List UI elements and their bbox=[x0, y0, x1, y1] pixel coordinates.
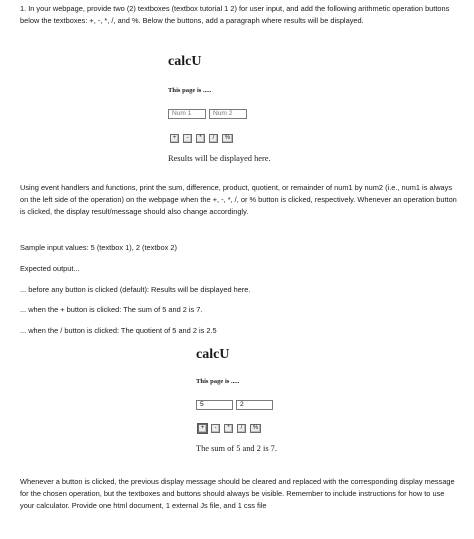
num1-input[interactable]: Num 1 bbox=[168, 109, 206, 119]
expected-output-label: Expected output... bbox=[20, 264, 80, 273]
result-paragraph: Results will be displayed here. bbox=[168, 154, 271, 163]
modulo-button[interactable]: % bbox=[222, 134, 233, 143]
add-button[interactable]: + bbox=[198, 424, 207, 433]
subtract-button[interactable]: - bbox=[211, 424, 220, 433]
add-button[interactable]: + bbox=[170, 134, 179, 143]
instruction-paragraph-1: 1. In your webpage, provide two (2) textboxes (textbox tutorial 1 2) for user input, and add the following arithmetic operation buttons below the textboxes: +, -, *, /, and %. Below the buttons, add a paragraph where results will be displayed. bbox=[20, 4, 450, 26]
instruction-paragraph-3: Whenever a button is clicked, the previous display message should be cleared and replaced with the corresponding display message for the chosen operation, but the textboxes and buttons should always be visible. Remember to include instructions for how to use your calculator. Provide one html document, 1 external Js file, and 1 css file bbox=[20, 477, 455, 511]
divide-button[interactable]: / bbox=[209, 134, 218, 143]
demo-subtitle: This page is ..... bbox=[196, 378, 240, 385]
sample-input-text: Sample input values: 5 (textbox 1), 2 (textbox 2) bbox=[20, 243, 177, 252]
modulo-button[interactable]: % bbox=[250, 424, 261, 433]
multiply-button[interactable]: * bbox=[196, 134, 205, 143]
result-paragraph: The sum of 5 and 2 is 7. bbox=[196, 444, 277, 453]
expected-divide-text: ... when the / button is clicked: The quotient of 5 and 2 is 2.5 bbox=[20, 326, 217, 335]
instruction-paragraph-2: Using event handlers and functions, print the sum, difference, product, quotient, or remainder of num1 by num2 (i.e., num1 is always on the left side of the operation) on the webpage when the +, -, *, /, or % button is clicked, respectively. Whenever an operation button is clicked, the display result/message should also change accordingly. bbox=[20, 183, 457, 217]
expected-default-text: ... before any button is clicked (default): Results will be displayed here. bbox=[20, 285, 251, 294]
demo-title: calcU bbox=[168, 54, 202, 69]
subtract-button[interactable]: - bbox=[183, 134, 192, 143]
multiply-button[interactable]: * bbox=[224, 424, 233, 433]
num2-input[interactable]: Num 2 bbox=[209, 109, 247, 119]
divide-button[interactable]: / bbox=[237, 424, 246, 433]
num2-input[interactable]: 2 bbox=[236, 400, 273, 410]
demo-title: calcU bbox=[196, 347, 230, 362]
expected-plus-text: ... when the + button is clicked: The sum of 5 and 2 is 7. bbox=[20, 305, 203, 314]
num1-input[interactable]: 5 bbox=[196, 400, 233, 410]
demo-subtitle: This page is ..... bbox=[168, 87, 212, 94]
